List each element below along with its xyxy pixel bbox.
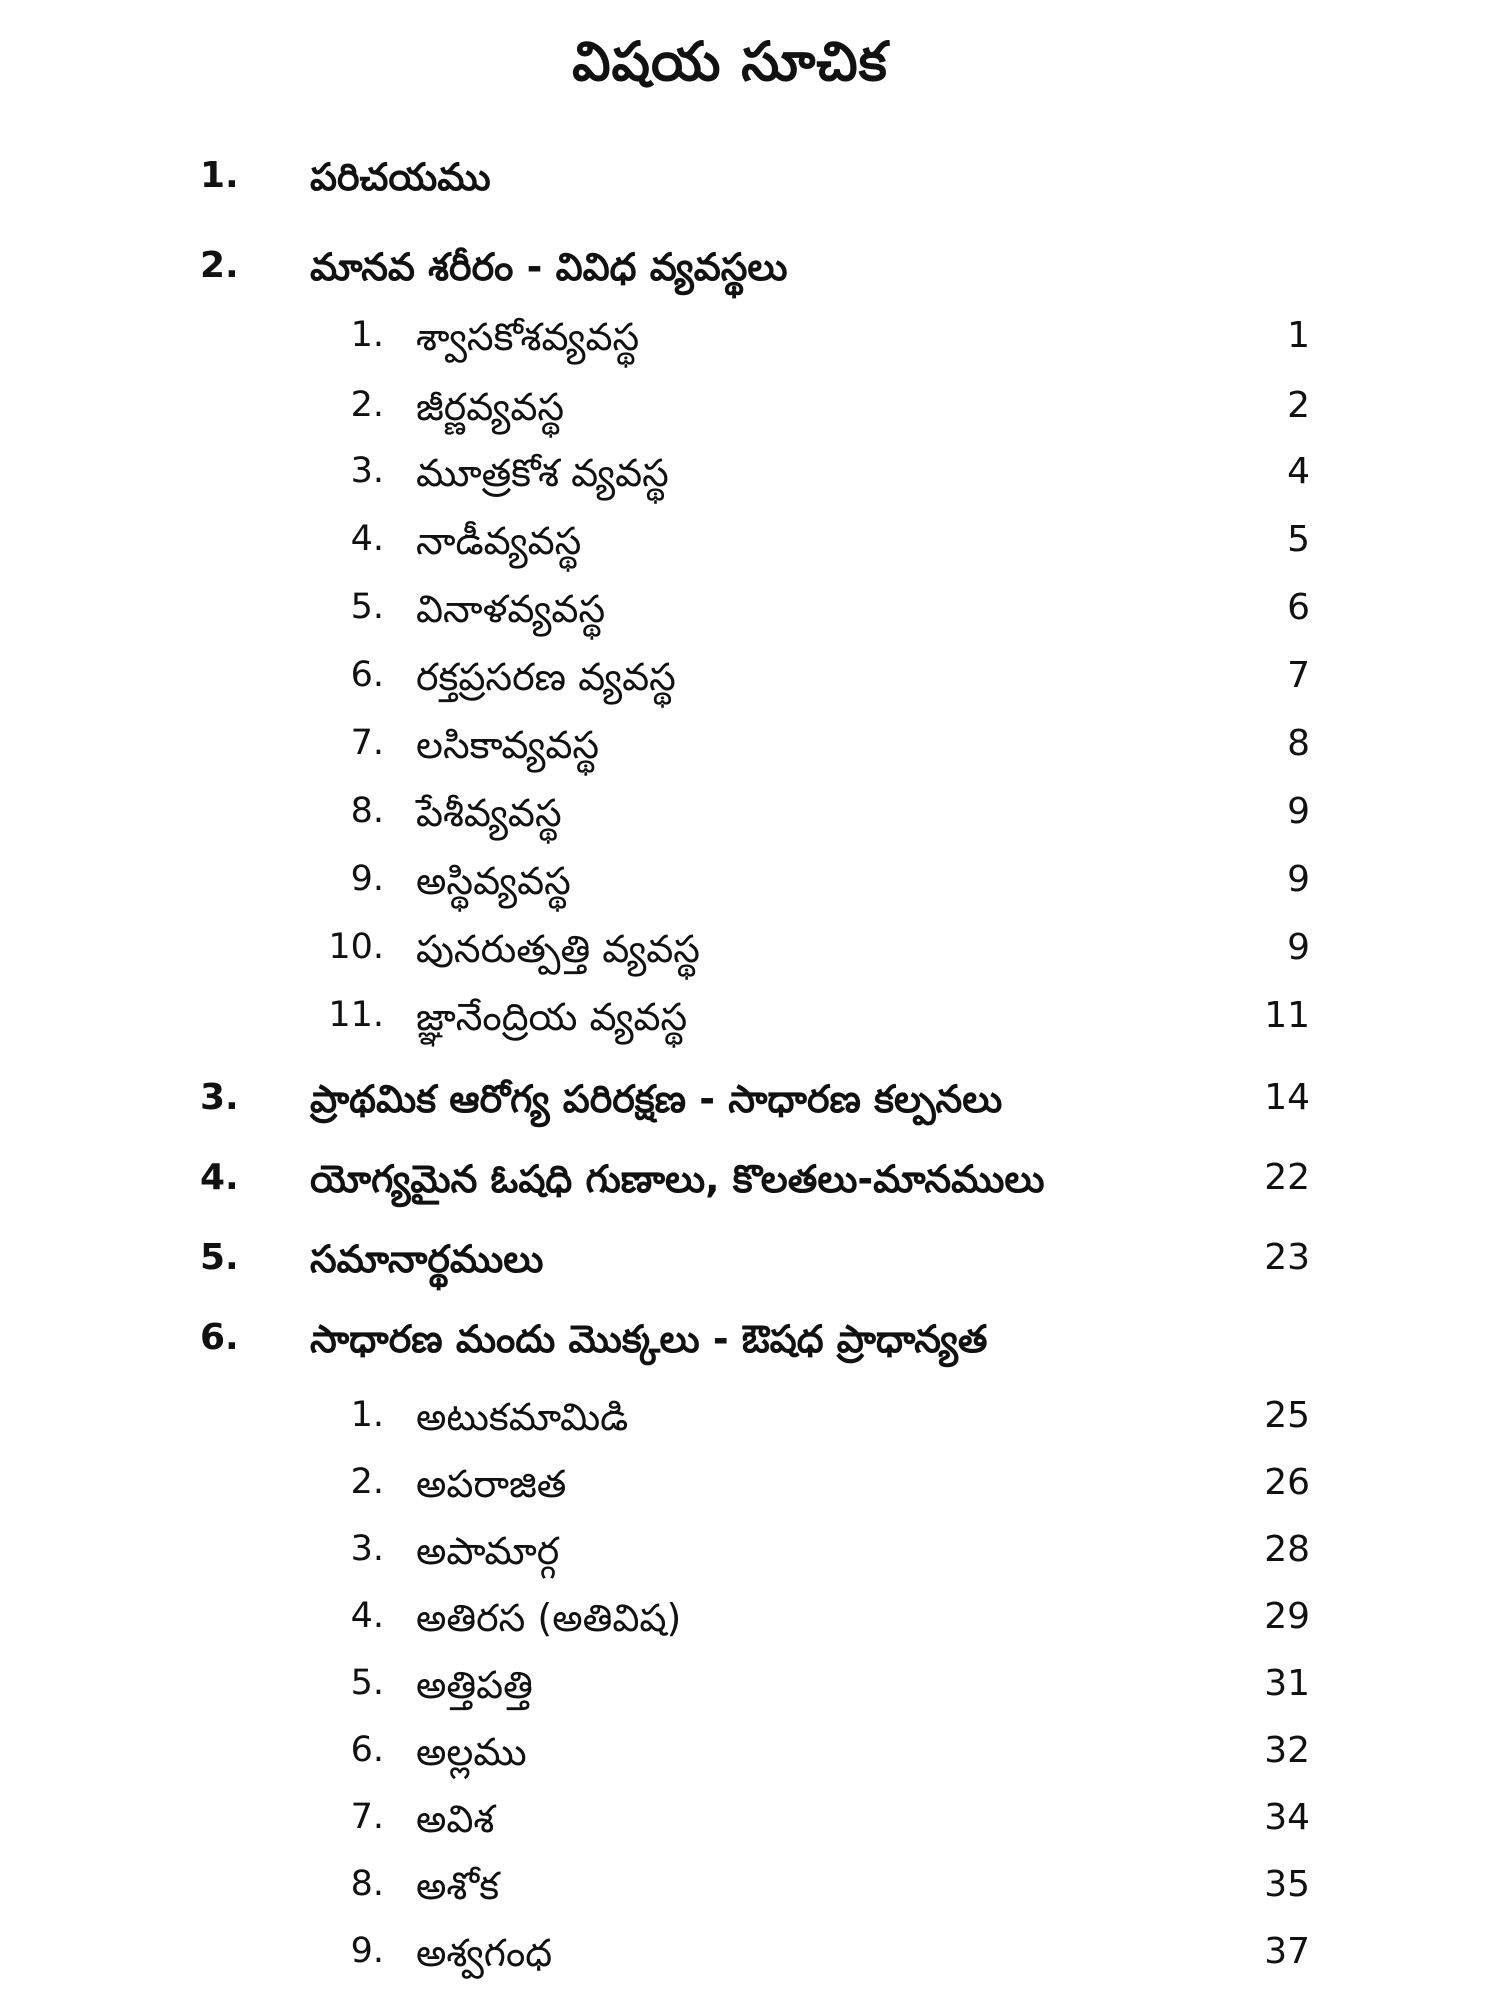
toc-subsection (0, 1797, 1500, 1863)
toc-section (0, 1237, 1500, 1303)
entry-title: పేశీవ్యవస్థ (416, 791, 562, 835)
entry-number: 9. (350, 859, 384, 899)
toc-subsection (0, 315, 1500, 381)
page-number: 32 (1264, 1730, 1310, 1771)
page-number: 26 (1264, 1462, 1310, 1503)
toc-section (0, 1157, 1500, 1223)
page-number: 28 (1264, 1529, 1310, 1570)
toc-subsection (0, 1596, 1500, 1662)
entry-number: 8. (350, 791, 384, 831)
entry-number: 10. (328, 927, 384, 967)
entry-title: జీర్ణవ్యవస్థ (416, 385, 565, 429)
entry-title: సమానార్థములు (310, 1237, 544, 1281)
entry-number: 1. (200, 155, 239, 196)
entry-number: 5. (350, 1663, 384, 1703)
entry-title: అపరాజిత (416, 1462, 567, 1506)
entry-number: 4. (200, 1157, 239, 1198)
toc-subsection (0, 1864, 1500, 1930)
entry-number: 11. (328, 995, 384, 1035)
entry-title: అస్థివ్యవస్థ (416, 859, 571, 903)
entry-title: లసికావ్యవస్థ (416, 723, 600, 767)
toc-subsection (0, 1730, 1500, 1796)
entry-title: పునరుత్పత్తి వ్యవస్థ (416, 927, 700, 971)
entry-number: 3. (200, 1077, 239, 1118)
toc-section (0, 1317, 1500, 1383)
entry-number: 7. (350, 723, 384, 763)
entry-number: 3. (350, 451, 384, 491)
toc-subsection (0, 995, 1500, 1061)
entry-number: 3. (350, 1529, 384, 1569)
entry-title: సాధారణ మందు మొక్కలు - ఔషధ ప్రాధాన్యత (310, 1317, 988, 1361)
entry-number: 4. (350, 1596, 384, 1636)
entry-number: 2. (350, 1462, 384, 1502)
entry-number: 2. (350, 385, 384, 425)
entry-number: 9. (350, 1931, 384, 1971)
page-number: 34 (1264, 1797, 1310, 1838)
page-number: 1 (1287, 315, 1310, 356)
toc-subsection (0, 1931, 1500, 1997)
entry-title: ప్రాథమిక ఆరోగ్య పరిరక్షణ - సాధారణ కల్పనలు (310, 1077, 1003, 1121)
entry-number: 6. (350, 1730, 384, 1770)
page-title: విషయ సూచిక (572, 30, 888, 93)
entry-number: 5. (200, 1237, 239, 1278)
toc-section (0, 1077, 1500, 1143)
entry-title: రక్తప్రసరణ వ్యవస్థ (416, 655, 676, 699)
toc-subsection (0, 1663, 1500, 1729)
page-number: 31 (1264, 1663, 1310, 1704)
page-number: 9 (1287, 927, 1310, 968)
page-number: 6 (1287, 587, 1310, 628)
entry-title: అతిరస (అతివిష) (416, 1596, 682, 1640)
entry-title: యోగ్యమైన ఓషధి గుణాలు, కొలతలు-మానములు (310, 1157, 1045, 1201)
entry-number: 2. (200, 245, 239, 286)
entry-title: నాడీవ్యవస్థ (416, 519, 582, 563)
toc-subsection (0, 451, 1500, 517)
entry-number: 6. (200, 1317, 239, 1358)
entry-title: అల్లము (416, 1730, 527, 1774)
entry-number: 1. (350, 1395, 384, 1435)
page-number: 9 (1287, 791, 1310, 832)
entry-title: శ్వాసకోశవ్యవస్థ (416, 315, 640, 359)
entry-title: అత్తిపత్తి (416, 1663, 533, 1707)
page-number: 29 (1264, 1596, 1310, 1637)
toc-subsection (0, 859, 1500, 925)
page-number: 14 (1264, 1077, 1310, 1118)
page-number: 9 (1287, 859, 1310, 900)
entry-title: పరిచయము (310, 155, 491, 199)
entry-title: మానవ శరీరం - వివిధ వ్యవస్థలు (310, 245, 788, 289)
toc-subsection (0, 723, 1500, 789)
entry-number: 6. (350, 655, 384, 695)
page-number: 22 (1264, 1157, 1310, 1198)
entry-number: 1. (350, 315, 384, 355)
entry-title: అశోక (416, 1864, 500, 1908)
toc-subsection (0, 1529, 1500, 1595)
toc-subsection (0, 927, 1500, 993)
entry-title: జ్ఞానేంద్రియ వ్యవస్థ (416, 995, 688, 1039)
entry-title: అటుకమామిడి (416, 1395, 629, 1439)
page-number: 5 (1287, 519, 1310, 560)
page-number: 37 (1264, 1931, 1310, 1972)
entry-title: అపామార్గ (416, 1529, 560, 1573)
entry-number: 8. (350, 1864, 384, 1904)
toc-subsection (0, 385, 1500, 451)
page-number: 2 (1287, 385, 1310, 426)
entry-number: 4. (350, 519, 384, 559)
page-number: 7 (1287, 655, 1310, 696)
toc-subsection (0, 655, 1500, 721)
entry-title: అవిశ (416, 1797, 495, 1841)
entry-number: 5. (350, 587, 384, 627)
toc-section (0, 155, 1500, 221)
page-number: 25 (1264, 1395, 1310, 1436)
page-number: 8 (1287, 723, 1310, 764)
page-number: 35 (1264, 1864, 1310, 1905)
toc-subsection (0, 519, 1500, 585)
page-number: 4 (1287, 451, 1310, 492)
toc-subsection (0, 587, 1500, 653)
entry-title: అశ్వగంధ (416, 1931, 553, 1975)
page-number: 23 (1264, 1237, 1310, 1278)
toc-subsection (0, 1462, 1500, 1528)
toc-section (0, 245, 1500, 311)
entry-title: మూత్రకోశ వ్యవస్థ (416, 451, 669, 495)
page-number: 11 (1264, 995, 1310, 1036)
toc-subsection (0, 1395, 1500, 1461)
entry-title: వినాళవ్యవస్థ (416, 587, 606, 631)
toc-subsection (0, 791, 1500, 857)
entry-number: 7. (350, 1797, 384, 1837)
